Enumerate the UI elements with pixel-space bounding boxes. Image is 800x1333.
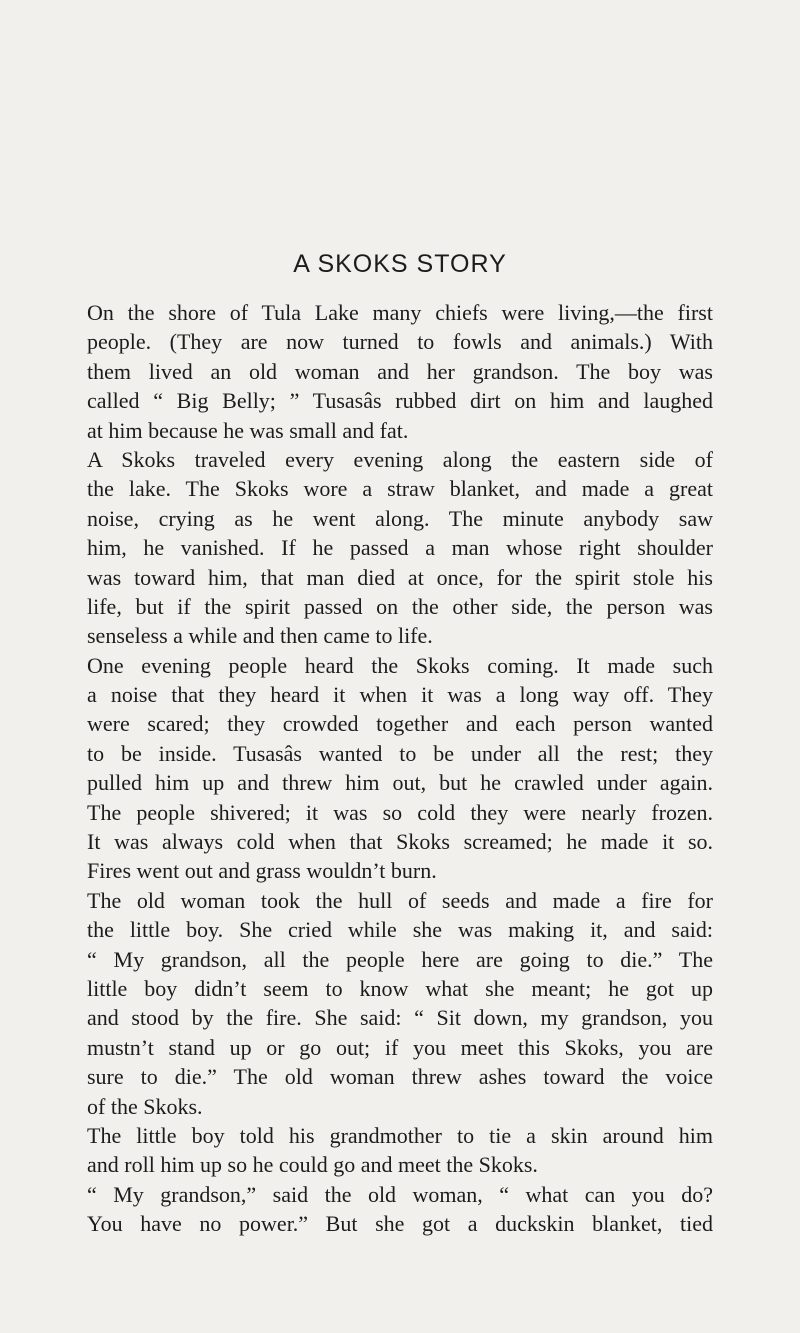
text-line: “ My grandson, all the people here are going to die.” The bbox=[87, 946, 713, 972]
text-line: Fires went out and grass wouldn’t burn. bbox=[87, 858, 437, 884]
text-line: and stood by the fire. She said: “ Sit down, my grandson, you bbox=[87, 1005, 713, 1031]
text-line: pulled him up and threw him out, but he crawled under again. bbox=[87, 770, 713, 796]
text-line: the little boy. She cried while she was making it, and said: bbox=[87, 917, 713, 943]
text-line: of the Skoks. bbox=[87, 1093, 203, 1119]
text-line: On the shore of Tula Lake many chiefs were living,—the first bbox=[87, 300, 713, 325]
story-body bbox=[87, 298, 713, 1239]
text-line: The little boy told his grandmother to tie a skin around him bbox=[87, 1122, 713, 1148]
text-line: was toward him, that man died at once, for the spirit stole his bbox=[87, 564, 713, 590]
text-line: One evening people heard the Skoks coming. It made such bbox=[87, 652, 713, 678]
text-line: were scared; they crowded together and each person wanted bbox=[87, 711, 713, 737]
story-title: A SKOKS STORY bbox=[293, 250, 507, 278]
text-line: called “ Big Belly; ” Tusasâs rubbed dirt on him and laughed bbox=[87, 388, 713, 414]
text-line: and roll him up so he could go and meet the Skoks. bbox=[87, 1152, 538, 1178]
text-line: sure to die.” The old woman threw ashes toward the voice bbox=[87, 1064, 713, 1090]
text-line: mustn’t stand up or go out; if you meet this Skoks, you are bbox=[87, 1034, 713, 1060]
text-line: at him because he was small and fat. bbox=[87, 417, 409, 443]
text-line: to be inside. Tusasâs wanted to be under all the rest; they bbox=[87, 740, 713, 766]
text-line: “ My grandson,” said the old woman, “ what can you do? bbox=[87, 1181, 713, 1207]
text-line: The old woman took the hull of seeds and made a fire for bbox=[87, 887, 713, 913]
text-line: life, but if the spirit passed on the other side, the person was bbox=[87, 593, 713, 619]
text-line: a noise that they heard it when it was a long way off. They bbox=[87, 682, 713, 708]
text-line: them lived an old woman and her grandson. The boy was bbox=[87, 358, 713, 384]
text-line: senseless a while and then came to life. bbox=[87, 623, 433, 649]
text-line: A Skoks traveled every evening along the eastern side of bbox=[87, 446, 713, 472]
text-line: the lake. The Skoks wore a straw blanket, and made a great bbox=[87, 476, 713, 502]
text-line: It was always cold when that Skoks screamed; he made it so. bbox=[87, 829, 713, 855]
text-line: little boy didn’t seem to know what she meant; he got up bbox=[87, 975, 713, 1001]
text-line: noise, crying as he went along. The minute anybody saw bbox=[87, 505, 713, 531]
text-line: him, he vanished. If he passed a man whose right shoulder bbox=[87, 535, 713, 561]
text-line: people. (They are now turned to fowls and animals.) With bbox=[87, 329, 713, 355]
text-line: You have no power.” But she got a duckskin blanket, tied bbox=[87, 1211, 713, 1237]
text-line: The people shivered; it was so cold they were nearly frozen. bbox=[87, 799, 713, 825]
